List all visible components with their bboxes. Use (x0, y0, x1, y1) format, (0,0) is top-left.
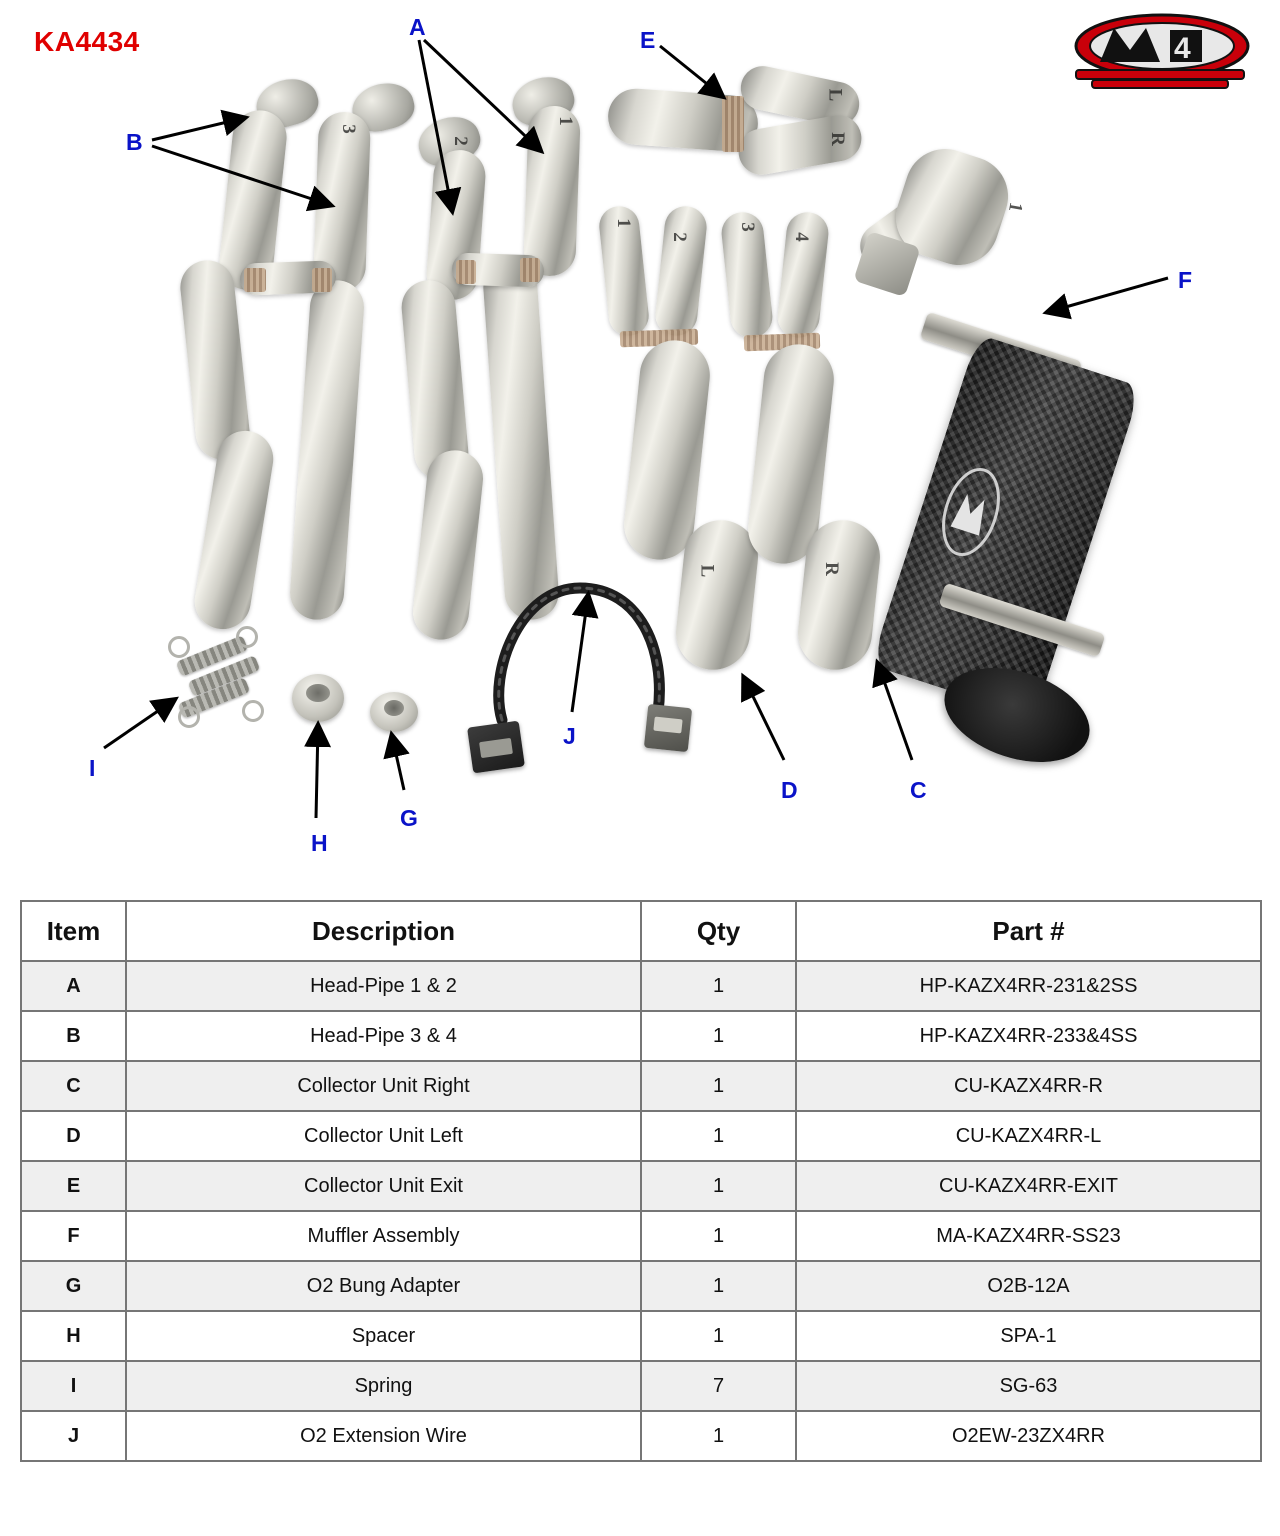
spring-hook-1 (168, 636, 190, 658)
weld-seam-a2 (520, 258, 540, 282)
row-item: F (21, 1211, 126, 1261)
spring-hook-3 (178, 706, 200, 728)
row-description: O2 Bung Adapter (126, 1261, 641, 1311)
row-description: Head-Pipe 1 & 2 (126, 961, 641, 1011)
row-item: D (21, 1111, 126, 1161)
table-row (21, 1411, 1261, 1461)
document-code: KA4434 (34, 26, 140, 57)
headpipe-a2-upper (523, 105, 581, 277)
row-item: J (21, 1411, 126, 1461)
muffler-carbon-body (870, 334, 1141, 718)
row-description: Collector Unit Exit (126, 1161, 641, 1211)
row-part: SPA-1 (796, 1311, 1261, 1361)
handmark-1: 1 (554, 116, 576, 126)
callout-a: A (409, 14, 426, 40)
row-part: O2B-12A (796, 1261, 1261, 1311)
row-qty: 1 (641, 961, 796, 1011)
row-qty: 1 (641, 1311, 796, 1361)
row-qty: 1 (641, 1211, 796, 1261)
headpipe-b2-lower (288, 279, 366, 622)
row-description: Head-Pipe 3 & 4 (126, 1011, 641, 1061)
callout-e: E (640, 27, 656, 53)
parts-table (20, 900, 1262, 1462)
handmark-d-1: 1 (612, 218, 634, 228)
row-description: O2 Extension Wire (126, 1411, 641, 1461)
headpipe-b-lower (191, 427, 278, 633)
row-description: Spacer (126, 1311, 641, 1361)
table-row (21, 1061, 1261, 1111)
row-item: I (21, 1361, 126, 1411)
table-row (21, 1261, 1261, 1311)
handmark-d-2: 2 (668, 232, 690, 242)
row-qty: 1 (641, 1011, 796, 1061)
callout-d: D (781, 777, 798, 803)
table-row (21, 1011, 1261, 1061)
weld-seam-b1 (244, 268, 266, 292)
collector-left-branch-2 (653, 204, 708, 338)
spring-hook-4 (242, 700, 264, 722)
row-part: HP-KAZX4RR-233&4SS (796, 1011, 1261, 1061)
row-description: Collector Unit Right (126, 1061, 641, 1111)
row-qty: 1 (641, 1411, 796, 1461)
row-part: MA-KAZX4RR-SS23 (796, 1211, 1261, 1261)
weld-seam-b2 (312, 268, 332, 292)
callout-f: F (1178, 267, 1193, 293)
row-qty: 1 (641, 1261, 796, 1311)
callout-g: G (400, 805, 418, 831)
table-row (21, 961, 1261, 1011)
row-description: Collector Unit Left (126, 1111, 641, 1161)
callout-c: C (910, 777, 927, 803)
callout-b: B (126, 129, 143, 155)
row-part: O2EW-23ZX4RR (796, 1411, 1261, 1461)
svg-text:4: 4 (1174, 32, 1191, 65)
handmark-exit-r: R (826, 132, 848, 146)
row-qty: 1 (641, 1161, 796, 1211)
spring-hook-2 (236, 626, 258, 648)
header-item: Item (21, 901, 126, 961)
handmark-exit-l: L (824, 88, 846, 102)
headpipe-a-lower (410, 448, 486, 643)
row-description: Muffler Assembly (126, 1211, 641, 1261)
handmark-c-3: 3 (736, 222, 758, 232)
headpipe-a2-lower (482, 259, 561, 622)
table-row (21, 1161, 1261, 1211)
table-row (21, 1111, 1261, 1161)
row-item: C (21, 1061, 126, 1111)
handmark-c-4: 4 (790, 232, 812, 242)
handmark-c-R: R (820, 562, 842, 576)
table-row (21, 1211, 1261, 1261)
spacer-bore (306, 684, 330, 702)
o2-bung-bore (384, 700, 404, 716)
callout-j: J (563, 723, 576, 749)
table-row (21, 1361, 1261, 1411)
row-qty: 1 (641, 1061, 796, 1111)
row-description: Spring (126, 1361, 641, 1411)
table-header-row (21, 901, 1261, 961)
row-qty: 7 (641, 1361, 796, 1411)
callout-h: H (311, 830, 328, 856)
row-qty: 1 (641, 1111, 796, 1161)
header-part: Part # (796, 901, 1261, 961)
handmark-2: 2 (449, 136, 471, 146)
o2-connector-grey-pins (653, 717, 682, 734)
row-part: CU-KAZX4RR-R (796, 1061, 1261, 1111)
row-item: E (21, 1161, 126, 1211)
row-part: SG-63 (796, 1361, 1261, 1411)
table-row (21, 1311, 1261, 1361)
header-qty: Qty (641, 901, 796, 961)
row-part: HP-KAZX4RR-231&2SS (796, 961, 1261, 1011)
collector-right-branch-4 (776, 210, 831, 340)
row-item: G (21, 1261, 126, 1311)
callout-i: I (89, 755, 96, 781)
handmark-3: 3 (337, 124, 359, 134)
row-item: A (21, 961, 126, 1011)
row-part: CU-KAZX4RR-L (796, 1111, 1261, 1161)
handmark-d-L: L (696, 564, 718, 578)
weld-seam-e (722, 96, 744, 152)
header-description: Description (126, 901, 641, 961)
row-item: H (21, 1311, 126, 1361)
handmark-muffler: 1 (1004, 200, 1027, 214)
row-part: CU-KAZX4RR-EXIT (796, 1161, 1261, 1211)
row-item: B (21, 1011, 126, 1061)
weld-seam-a1 (456, 260, 476, 284)
parts-table-container (20, 900, 1260, 1462)
